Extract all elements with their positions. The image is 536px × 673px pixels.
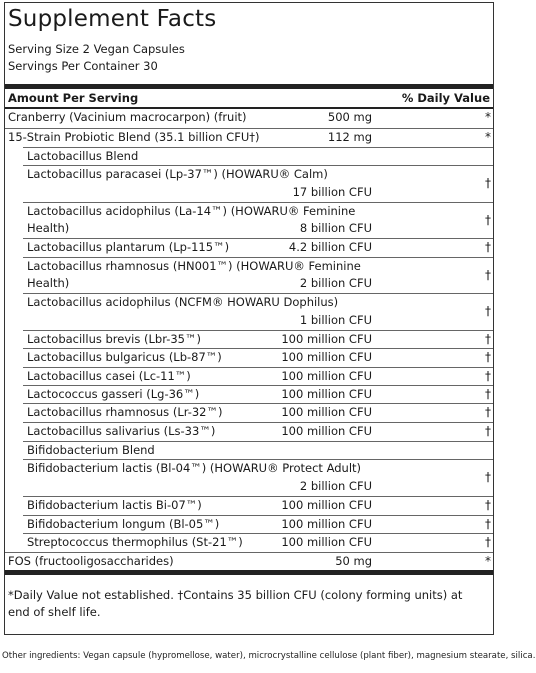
nutrient-row — [23, 385, 493, 403]
nutrient-name: Lactococcus gasseri (Lg-36™) — [27, 387, 200, 401]
daily-value-mark: † — [485, 369, 491, 383]
nutrient-row — [23, 165, 493, 202]
nutrient-amount: 1 billion CFU — [299, 313, 372, 327]
nutrient-row — [23, 367, 493, 385]
nutrient-row — [23, 459, 493, 496]
panel-title: Supplement Facts — [8, 6, 217, 32]
nutrient-amount: 100 million CFU — [281, 517, 372, 531]
nutrient-name-continued: Health) — [27, 221, 70, 235]
nutrient-name: FOS (fructooligosaccharides) — [8, 554, 174, 568]
nutrient-name: Bifidobacterium lactis Bi-07™) — [27, 498, 202, 512]
nutrient-row — [23, 496, 493, 515]
daily-value-mark: † — [485, 424, 491, 438]
nutrient-row — [23, 257, 493, 293]
daily-value-header: % Daily Value — [401, 91, 490, 105]
daily-value-mark: † — [485, 387, 491, 401]
nutrient-amount: 112 mg — [327, 130, 372, 144]
nutrient-name: Lactobacillus brevis (Lbr-35™) — [27, 332, 201, 346]
nutrient-name-continued: Health) — [27, 276, 70, 290]
nutrient-amount: 2 billion CFU — [299, 276, 372, 290]
nutrient-name: Lactobacillus plantarum (Lp-115™) — [27, 240, 230, 254]
nutrient-row — [23, 403, 493, 422]
daily-value-mark: * — [485, 130, 491, 144]
daily-value-mark: † — [485, 350, 491, 364]
nutrient-name: Lactobacillus rhamnosus (Lr-32™) — [27, 405, 223, 419]
nutrient-row — [23, 330, 493, 348]
daily-value-mark: † — [485, 498, 491, 512]
nutrient-row — [23, 515, 493, 533]
nutrient-amount: 17 billion CFU — [292, 185, 372, 199]
servings-per-container: Servings Per Container 30 — [8, 59, 158, 73]
nutrient-row — [5, 107, 493, 128]
nutrient-row — [23, 348, 493, 367]
nutrient-name: Lactobacillus acidophilus (La-14™) (HOWARU® Feminine — [27, 204, 356, 218]
daily-value-mark: † — [485, 535, 491, 549]
other-ingredients: Other ingredients: Vegan capsule (hypromellose, water), microcrystalline cellulose (plant fiber), magnesium stearate, silica. — [2, 651, 536, 661]
divider-thick-bottom — [5, 570, 493, 575]
nutrient-name: Streptococcus thermophilus (St-21™) — [27, 535, 243, 549]
daily-value-mark: † — [485, 213, 491, 227]
blend-heading-row — [23, 441, 493, 459]
column-header — [8, 91, 490, 107]
nutrient-row — [23, 238, 493, 257]
daily-value-mark: † — [485, 304, 491, 318]
nutrient-row — [5, 552, 493, 570]
amount-per-serving-header: Amount Per Serving — [8, 91, 139, 105]
nutrient-name: Lactobacillus rhamnosus (HN001™) (HOWARU® Feminine — [27, 259, 361, 273]
daily-value-mark: * — [485, 554, 491, 568]
nutrient-row — [23, 422, 493, 441]
nutrient-amount: 4.2 billion CFU — [288, 240, 372, 254]
daily-value-mark: † — [485, 470, 491, 484]
serving-size: Serving Size 2 Vegan Capsules — [8, 42, 185, 56]
nutrient-amount: 100 million CFU — [281, 405, 372, 419]
nutrient-row — [5, 128, 493, 147]
nutrient-amount: 100 million CFU — [281, 350, 372, 364]
nutrient-row — [23, 202, 493, 238]
nutrient-amount: 100 million CFU — [281, 332, 372, 346]
nutrient-amount: 500 mg — [327, 110, 372, 124]
nutrient-name: Cranberry (Vacinium macrocarpon) (fruit) — [8, 110, 247, 124]
daily-value-mark: † — [485, 405, 491, 419]
nutrient-row — [23, 293, 493, 330]
nutrient-amount: 100 million CFU — [281, 424, 372, 438]
daily-value-mark: † — [485, 517, 491, 531]
footnote: *Daily Value not established. †Contains 35 billion CFU (colony forming units) at end of shelf life. — [8, 588, 463, 619]
nutrient-name: Lactobacillus acidophilus (NCFM® HOWARU Dophilus) — [27, 295, 339, 309]
daily-value-mark: † — [485, 176, 491, 190]
daily-value-mark: † — [485, 268, 491, 282]
nutrient-amount: 2 billion CFU — [299, 479, 372, 493]
blend-heading-row — [23, 147, 493, 165]
nutrient-name: Bifidobacterium longum (Bl-05™) — [27, 517, 220, 531]
nutrient-amount: 100 million CFU — [281, 387, 372, 401]
nutrient-name: Lactobacillus bulgaricus (Lb-87™) — [27, 350, 222, 364]
nutrient-name: 15-Strain Probiotic Blend (35.1 billion CFU†) — [8, 130, 260, 144]
nutrient-name: Lactobacillus paracasei (Lp-37™) (HOWARU® Calm) — [27, 167, 328, 181]
daily-value-mark: * — [485, 110, 491, 124]
nutrient-amount: 100 million CFU — [281, 535, 372, 549]
nutrient-row — [23, 533, 493, 552]
nutrient-amount: 50 mg — [335, 554, 372, 568]
nutrient-name: Lactobacillus casei (Lc-11™) — [27, 369, 191, 383]
blend-name: Bifidobacterium Blend — [27, 443, 155, 457]
daily-value-mark: † — [485, 332, 491, 346]
divider-thick-top — [5, 84, 493, 89]
daily-value-mark: † — [485, 240, 491, 254]
nutrient-name: Lactobacillus salivarius (Ls-33™) — [27, 424, 216, 438]
nutrient-name: Bifidobacterium lactis (Bl-04™) (HOWARU® Protect Adult) — [27, 461, 362, 475]
nutrient-amount: 8 billion CFU — [299, 221, 372, 235]
nutrient-amount: 100 million CFU — [281, 498, 372, 512]
supplement-facts-panel — [4, 2, 494, 635]
blend-name: Lactobacillus Blend — [27, 149, 139, 163]
nutrient-amount: 100 million CFU — [281, 369, 372, 383]
